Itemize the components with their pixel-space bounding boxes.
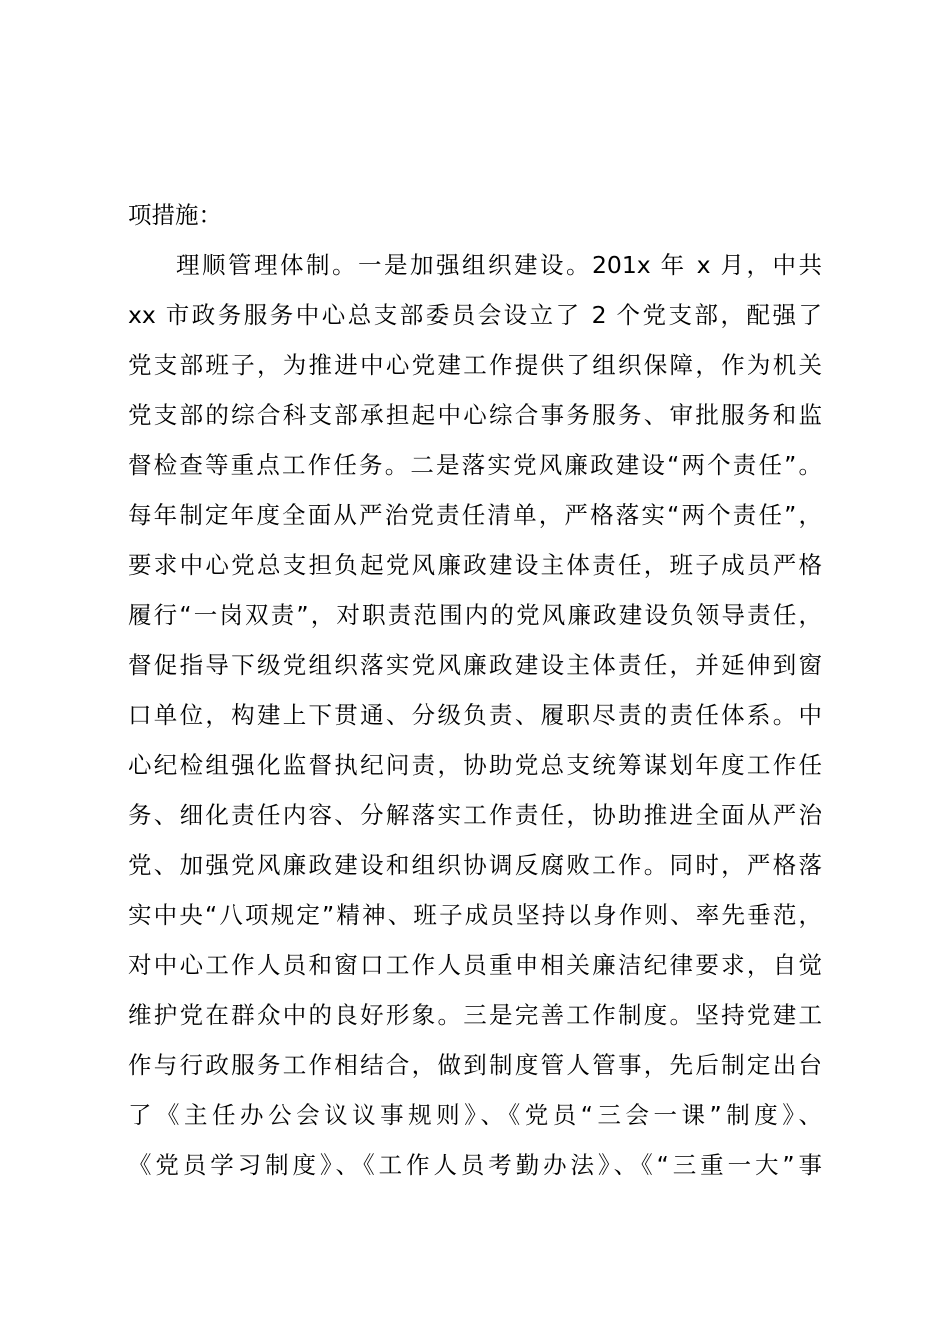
text-line: 党支部的综合科支部承担起中心综合事务服务、审批服务和监	[128, 401, 822, 429]
text-line: 《党员学习制度》、《工作人员考勤办法》、《“三重一大”事	[128, 1151, 822, 1179]
text-line: 每年制定年度全面从严治党责任清单，严格落实“两个责任”，	[128, 501, 822, 529]
text-line: 务、细化责任内容、分解落实工作责任，协助推进全面从严治	[128, 801, 822, 829]
text-line: 了《主任办公会议议事规则》、《党员“三会一课”制度》、	[128, 1101, 822, 1129]
text-line: xx 市政务服务中心总支部委员会设立了 2 个党支部，配强了	[128, 301, 822, 329]
paragraph-first-line: 理顺管理体制。一是加强组织建设。201x 年 x 月，中共	[176, 251, 822, 279]
text-line: 要求中心党总支担负起党风廉政建设主体责任，班子成员严格	[128, 551, 822, 579]
text-line: 作与行政服务工作相结合，做到制度管人管事，先后制定出台	[128, 1051, 822, 1079]
text-line: 心纪检组强化监督执纪问责，协助党总支统筹谋划年度工作任	[128, 751, 822, 779]
text-line: 党、加强党风廉政建设和组织协调反腐败工作。同时，严格落	[128, 851, 822, 879]
text-line: 督检查等重点工作任务。二是落实党风廉政建设“两个责任”。	[128, 451, 822, 479]
text-line: 履行“一岗双责”，对职责范围内的党风廉政建设负领导责任，	[128, 601, 822, 629]
text-line: 项措施：	[128, 201, 222, 229]
text-line: 维护党在群众中的良好形象。三是完善工作制度。坚持党建工	[128, 1001, 822, 1029]
text-line: 对中心工作人员和窗口工作人员重申相关廉洁纪律要求，自觉	[128, 951, 822, 979]
text-line: 党支部班子，为推进中心党建工作提供了组织保障，作为机关	[128, 351, 822, 379]
text-line: 实中央“八项规定”精神、班子成员坚持以身作则、率先垂范，	[128, 901, 822, 929]
text-line: 督促指导下级党组织落实党风廉政建设主体责任，并延伸到窗	[128, 651, 822, 679]
text-line: 口单位，构建上下贯通、分级负责、履职尽责的责任体系。中	[128, 701, 822, 729]
